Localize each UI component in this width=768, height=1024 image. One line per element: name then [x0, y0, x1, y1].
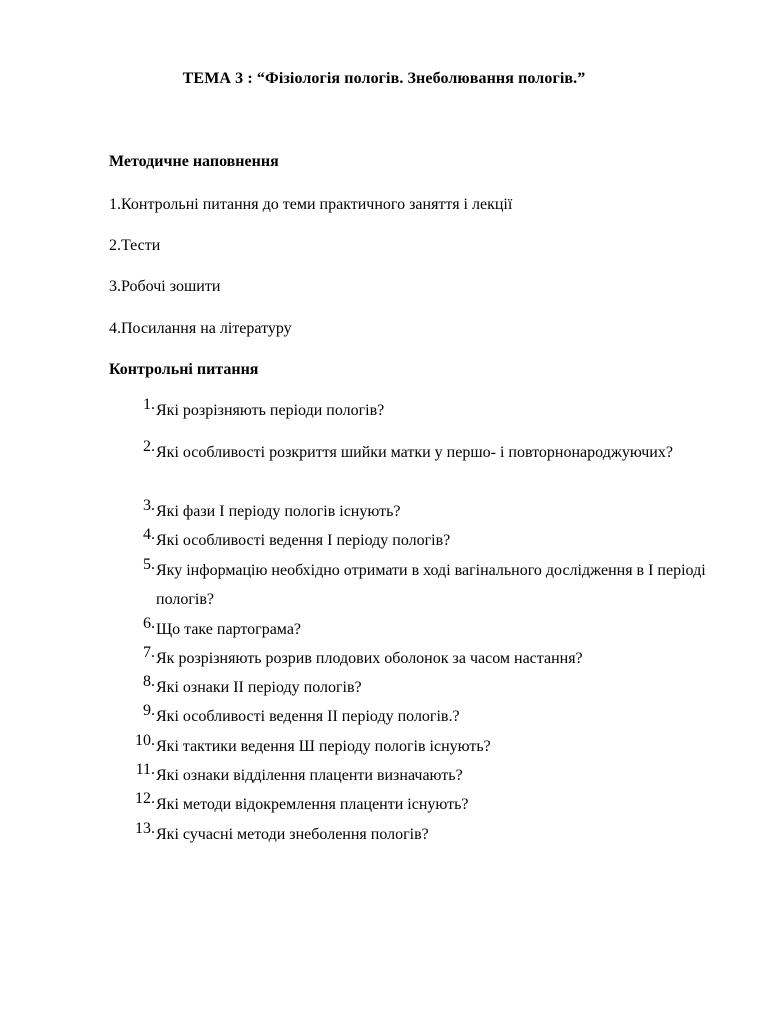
question-text: Які методи відокремлення плаценти існують? — [156, 796, 469, 813]
question-number: 11. — [135, 761, 155, 778]
methodical-heading: Методичне наповнення — [109, 153, 279, 170]
methodical-item: 1.Контрольні питання до теми практичного заняття і лекції — [109, 196, 513, 213]
question-text: Яку інформацію необхідно отримати в ході вагінального дослідження в I періоді пологів? — [156, 562, 706, 608]
question-number: 2. — [143, 438, 155, 455]
question-number: 10. — [135, 732, 155, 749]
methodical-item: 4.Посилання на літературу — [109, 320, 292, 337]
question-text: Які ознаки відділення плаценти визначають? — [156, 767, 463, 784]
question-text: Які особливості ведення I періоду пологів? — [156, 532, 451, 549]
questions-heading: Контрольні питання — [109, 361, 259, 378]
question-text: Які ознаки II періоду пологів? — [156, 679, 362, 696]
question-text: Як розрізняють розрив плодових оболонок за часом настання? — [156, 650, 583, 667]
question-number: 3. — [143, 497, 155, 514]
question-number: 1. — [143, 396, 155, 413]
methodical-item: 2.Тести — [109, 237, 161, 254]
question-text: Які особливості розкриття шийки матки у першо- і повторнонароджуючих? — [156, 444, 673, 461]
methodical-item: 3.Робочі зошити — [109, 278, 221, 295]
question-number: 4. — [143, 526, 155, 543]
question-text: Що таке партограма? — [156, 621, 302, 638]
question-text: Які особливості ведення II періоду пологів.? — [156, 708, 460, 725]
question-text: Які тактики ведення Ш періоду пологів існують? — [156, 738, 491, 755]
question-number: 9. — [143, 702, 155, 719]
question-text: Які сучасні методи знеболення пологів? — [156, 826, 429, 843]
question-number: 5. — [143, 556, 155, 573]
question-text: Які розрізняють періоди пологів? — [156, 402, 385, 419]
question-number: 6. — [143, 615, 155, 632]
question-number: 8. — [143, 673, 155, 690]
question-number: 12. — [135, 790, 155, 807]
question-number: 7. — [143, 644, 155, 661]
document-title: ТЕМА 3 : “Фізіологія пологів. Знеболювання пологів.” — [182, 70, 586, 87]
question-number: 13. — [135, 820, 155, 837]
question-text: Які фази I періоду пологів існують? — [156, 503, 401, 520]
